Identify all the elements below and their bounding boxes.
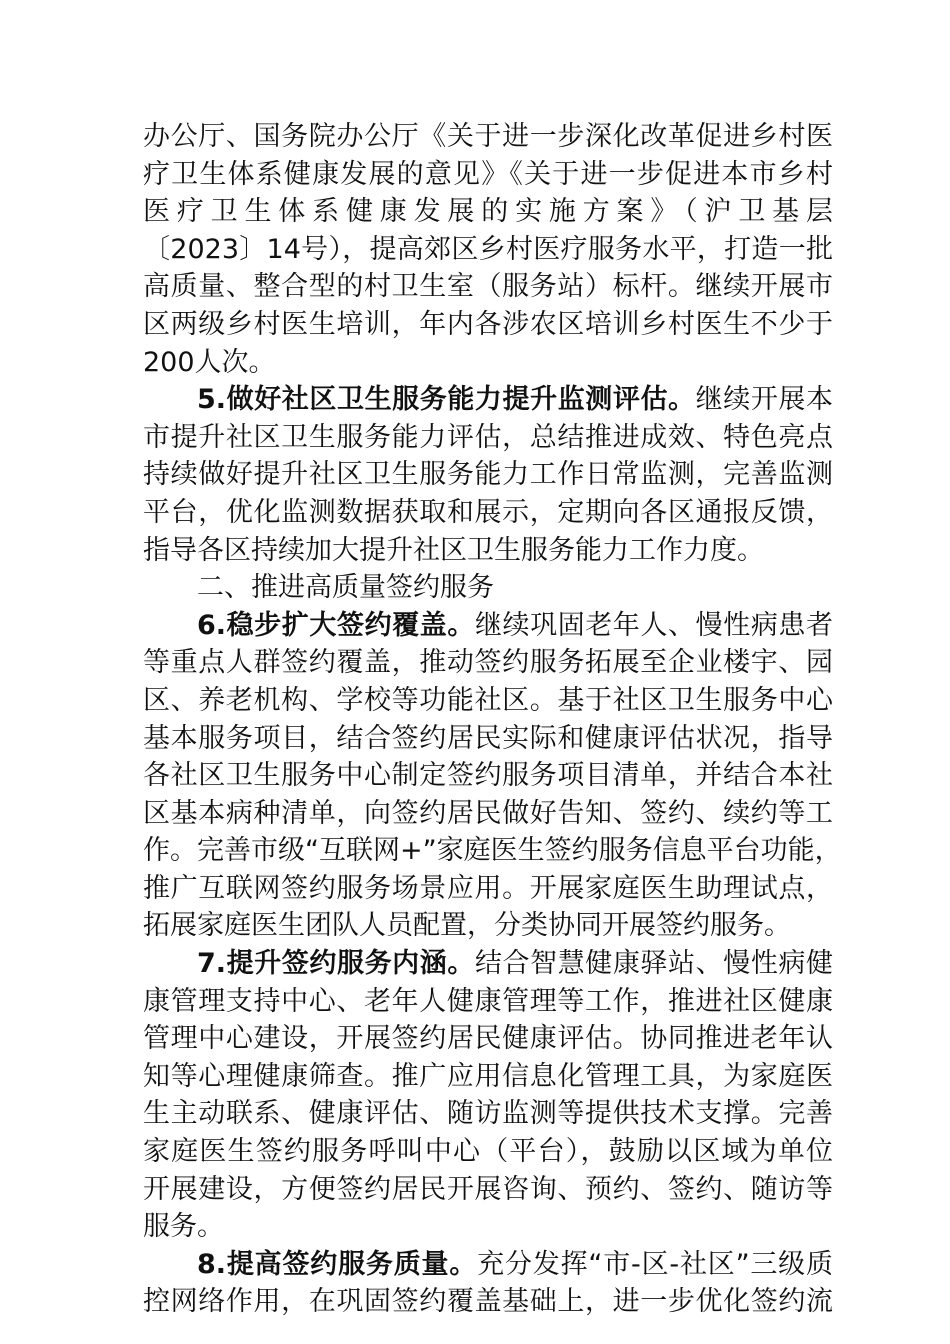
line-text: 区基本病种清单，向签约居民做好告知、签约、续约等工: [143, 797, 833, 829]
line-text: 等重点人群签约覆盖，推动签约服务拓展至企业楼宇、园: [143, 647, 833, 679]
line-text: 充分发挥“市-区-社区”三级质: [477, 1248, 833, 1280]
body-line: [143, 1171, 833, 1209]
body-line: [143, 118, 833, 156]
line-text: 各社区卫生服务中心制定签约服务项目清单，并结合本社: [143, 760, 833, 792]
line-text: 疗卫生体系健康发展的意见》《关于进一步促进本市乡村: [143, 158, 833, 190]
section-heading: 7.提升签约服务内涵。: [197, 948, 475, 980]
line-text: 继续开展本: [695, 384, 833, 416]
line-text: 管理中心建设，开展签约居民健康评估。协同推进老年认: [143, 1023, 833, 1055]
line-text: 控网络作用，在巩固签约覆盖基础上，进一步优化签约流: [143, 1286, 833, 1318]
line-text: 区两级乡村医生培训，年内各涉农区培训乡村医生不少于: [143, 308, 833, 340]
line-text: 基本服务项目，结合签约居民实际和健康评估状况，指导: [143, 722, 833, 754]
line-text: 区、养老机构、学校等功能社区。基于社区卫生服务中心: [143, 684, 833, 716]
line-text: 推广互联网签约服务场景应用。开展家庭医生助理试点，: [143, 872, 833, 904]
body-line: [143, 306, 833, 344]
line-text: 医疗卫生体系健康发展的实施方案》（沪卫基层: [143, 196, 833, 228]
line-text: 办公厅、国务院办公厅《关于进一步深化改革促进乡村医: [143, 121, 833, 152]
body-line: [143, 907, 833, 945]
body-line: [143, 720, 833, 758]
body-line: [143, 983, 833, 1021]
line-text: 康管理支持中心、老年人健康管理等工作，推进社区健康: [143, 985, 833, 1017]
chapter-heading: 二、推进高质量签约服务: [197, 572, 494, 604]
line-text: 作。完善市级“互联网+”家庭医生签约服务信息平台功能，: [143, 835, 842, 867]
section-heading-line: [143, 381, 833, 419]
section-heading-line: [143, 1246, 833, 1284]
section-heading: 8.提高签约服务质量。: [197, 1248, 478, 1280]
body-line: [143, 832, 842, 870]
body-line: [143, 1095, 833, 1133]
line-text: 拓展家庭医生团队人员配置，分类协同开展签约服务。: [143, 910, 791, 942]
line-text: 〔2023〕14号），提高郊区乡村医疗服务水平，打造一批: [143, 233, 833, 265]
body-line: [143, 494, 833, 532]
line-text: 持续做好提升社区卫生服务能力工作日常监测，完善监测: [143, 459, 833, 491]
body-line: [143, 1208, 833, 1246]
section-heading: 6.稳步扩大签约覆盖。: [197, 609, 475, 641]
body-line: [143, 644, 833, 682]
body-line: [143, 1133, 833, 1171]
line-text: 生主动联系、健康评估、随访监测等提供技术支撑。完善: [143, 1098, 833, 1130]
section-heading-line: [143, 607, 833, 645]
line-text: 高质量、整合型的村卫生室（服务站）标杆。继续开展市: [143, 271, 833, 303]
line-text: 服务。: [143, 1211, 224, 1243]
body-line: [143, 870, 833, 908]
body-line: [143, 757, 833, 795]
line-text: 开展建设，方便签约居民开展咨询、预约、签约、随访等: [143, 1173, 833, 1205]
line-text: 家庭医生签约服务呼叫中心（平台），鼓励以区域为单位: [143, 1136, 833, 1168]
section-heading-line: [143, 945, 833, 983]
line-text: 知等心理健康筛查。推广应用信息化管理工具，为家庭医: [143, 1060, 833, 1092]
body-line: [143, 1283, 833, 1321]
body-line: [143, 532, 833, 570]
body-line: [143, 1020, 833, 1058]
body-line: [143, 268, 833, 306]
line-text: 结合智慧健康驿站、慢性病健: [474, 948, 834, 980]
body-line: [143, 682, 833, 720]
line-text: 指导各区持续加大提升社区卫生服务能力工作力度。: [143, 534, 764, 566]
body-line: [143, 231, 833, 269]
section-heading: 5.做好社区卫生服务能力提升监测评估。: [197, 384, 696, 416]
body-line: [143, 193, 833, 231]
line-text: 平台，优化监测数据获取和展示，定期向各区通报反馈，: [143, 496, 833, 528]
body-line: [143, 1058, 833, 1096]
body-line: [143, 419, 833, 457]
chapter-heading-line: [143, 569, 833, 607]
line-text: 200人次。: [143, 346, 276, 378]
line-text: 市提升社区卫生服务能力评估，总结推进成效、特色亮点: [143, 421, 833, 453]
body-line: [143, 156, 833, 194]
body-line: [143, 456, 833, 494]
line-text: 继续巩固老年人、慢性病患者: [474, 609, 834, 641]
body-line: [143, 344, 833, 382]
document-body: [143, 118, 842, 1321]
body-line: [143, 795, 833, 833]
